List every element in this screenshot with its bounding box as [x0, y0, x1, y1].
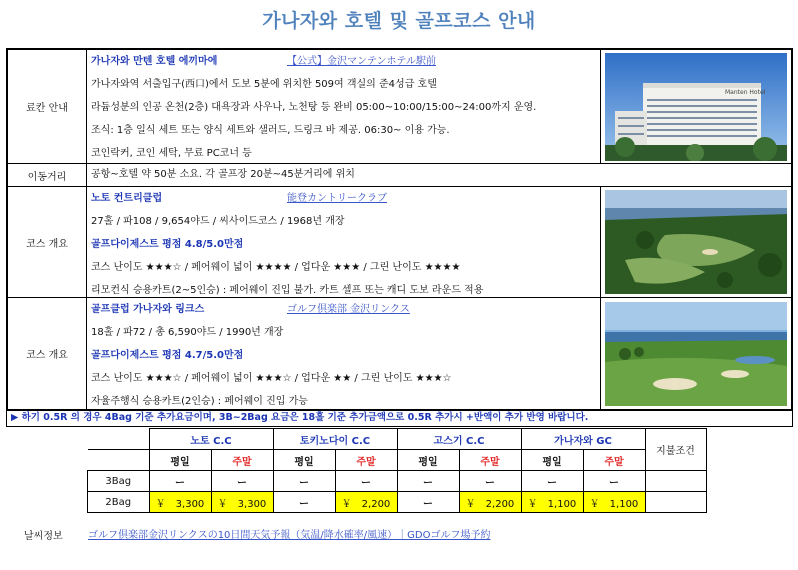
- course2-photo: [601, 298, 791, 409]
- course1-difficulty: 코스 난이도 ★★★☆ / 페어웨이 넓이 ★★★★ / 업다운 ★★★ / 그린 난이도 ★★★★: [91, 262, 461, 273]
- course1-name: 노토 컨트리클럽: [91, 193, 163, 204]
- hotel-content: [87, 50, 601, 163]
- fee-cell: ー: [211, 471, 273, 492]
- fee-cell: ￥ 3,300: [211, 492, 273, 513]
- distance-label: 이동거리: [8, 164, 87, 186]
- course2-name: 골프클럽 가나자와 링크스: [91, 304, 205, 315]
- fee-weekday-3: 평일: [397, 450, 459, 471]
- fee-payment-header: 지불조건: [645, 429, 706, 471]
- fee-course-2: 토키노다이 C.C: [273, 429, 397, 450]
- fee-row-label: 3Bag: [88, 471, 150, 492]
- hotel-line-2: 라듐성분의 인공 온천(2층) 대욕장과 사우나, 노천탕 등 완비 05:00~10:00/15:00~24:00까지 운영.: [91, 102, 537, 113]
- surcharge-notice: ▶ 하기 0.5R 의 경우 4Bag 기준 추가요금이며, 3B~2Bag 요금은 18홀 기준 추가금액으로 0.5R 추가시 +반액이 추가 반영 바랍니다.: [6, 409, 793, 427]
- course2-label: 코스 개요: [8, 298, 87, 409]
- fee-cell: ￥ 2,200: [459, 492, 521, 513]
- course2-row: [8, 298, 791, 409]
- course1-cart: 리모컨식 승용카트(2~5인승) : 페어웨이 진입 불가. 카트 셀프 또는 캐디 도보 라운드 적용: [91, 285, 484, 296]
- fee-weekday-4: 평일: [521, 450, 583, 471]
- hotel-name: 가나자와 만텐 호텔 에끼마에: [91, 56, 218, 67]
- course2-specs: 18홀 / 파72 / 총 6,590야드 / 1990년 개장: [91, 327, 284, 338]
- fee-course-1: 노토 C.C: [149, 429, 273, 450]
- distance-text: 공항~호텔 약 50분 소요. 각 골프장 20분~45분거리에 위치: [91, 169, 355, 180]
- fee-cell: ー: [459, 471, 521, 492]
- hotel-line-4: 코인락커, 코인 세탁, 무료 PC코너 등: [91, 148, 252, 159]
- fee-cell: ー: [397, 492, 459, 513]
- fee-cell: ー: [397, 471, 459, 492]
- course1-link[interactable]: 能登カントリークラブ: [287, 193, 387, 204]
- fee-course-4: 가나자와 GC: [521, 429, 645, 450]
- fee-weekend-2: 주말: [335, 450, 397, 471]
- fee-row-label: 2Bag: [88, 492, 150, 513]
- course1-label: 코스 개요: [8, 187, 87, 297]
- fee-cell: ￥ 1,100: [583, 492, 645, 513]
- page-title: 가나자와 호텔 및 골프코스 안내: [262, 10, 536, 32]
- fee-weekend-3: 주말: [459, 450, 521, 471]
- hotel-label: 료칸 안내: [8, 50, 87, 163]
- fee-cell: ー: [273, 471, 335, 492]
- course1-photo: [601, 187, 791, 297]
- course1-specs: 27홀 / 파108 / 9,654야드 / 씨사이드코스 / 1968년 개장: [91, 216, 345, 227]
- hotel-line-1: 가나자와역 서출입구(西口)에서 도보 5분에 위치한 509여 객실의 준4성급 호텔: [91, 79, 437, 90]
- distance-row: [8, 164, 791, 187]
- course2-link[interactable]: ゴルフ倶楽部 金沢リンクス: [287, 304, 410, 315]
- fee-cell: ￥ 3,300: [149, 492, 211, 513]
- hotel-photo: [601, 50, 791, 163]
- weather-link[interactable]: ゴルフ倶楽部金沢リンクスの10日間天気予報（気温/降水確率/風速）｜GDOゴルフ場予約: [88, 530, 491, 541]
- course1-row: [8, 187, 791, 298]
- course2-rating: 골프다이제스트 평점 4.7/5.0만점: [91, 350, 244, 361]
- fee-cell: ー: [583, 471, 645, 492]
- fee-weekend-4: 주말: [583, 450, 645, 471]
- fee-cell: ー: [149, 471, 211, 492]
- weather-label: 날씨정보: [24, 531, 63, 542]
- fee-table: [87, 428, 707, 513]
- course1-content: [87, 187, 601, 297]
- fee-cell: ー: [335, 471, 397, 492]
- fee-weekend-1: 주말: [211, 450, 273, 471]
- course1-rating: 골프다이제스트 평점 4.8/5.0만점: [91, 239, 244, 250]
- course2-difficulty: 코스 난이도 ★★★☆ / 페어웨이 넓이 ★★★☆ / 업다운 ★★ / 그린 난이도 ★★★☆: [91, 373, 452, 384]
- course2-cart: 자율주행식 승용카트(2인승) : 페어웨이 진입 가능: [91, 396, 308, 407]
- info-table: [6, 48, 793, 411]
- distance-content: [87, 164, 791, 186]
- hotel-row: [8, 50, 791, 164]
- course2-content: [87, 298, 601, 409]
- fee-row-2bag: [88, 492, 707, 513]
- fee-cell: ー: [521, 471, 583, 492]
- fee-course-3: 고스기 C.C: [397, 429, 521, 450]
- hotel-line-3: 조식: 1층 일식 세트 또는 양식 세트와 샐러드, 드링크 바 제공. 06:30~ 이용 가능.: [91, 125, 450, 136]
- fee-cell: ー: [273, 492, 335, 513]
- fee-row-3bag: [88, 471, 707, 492]
- hotel-sign: Manten Hotel: [725, 88, 766, 96]
- fee-weekday-1: 평일: [149, 450, 211, 471]
- fee-weekday-2: 평일: [273, 450, 335, 471]
- fee-cell: ￥ 2,200: [335, 492, 397, 513]
- fee-cell: ￥ 1,100: [521, 492, 583, 513]
- hotel-official-link[interactable]: 【公式】金沢マンテンホテル駅前: [287, 56, 436, 67]
